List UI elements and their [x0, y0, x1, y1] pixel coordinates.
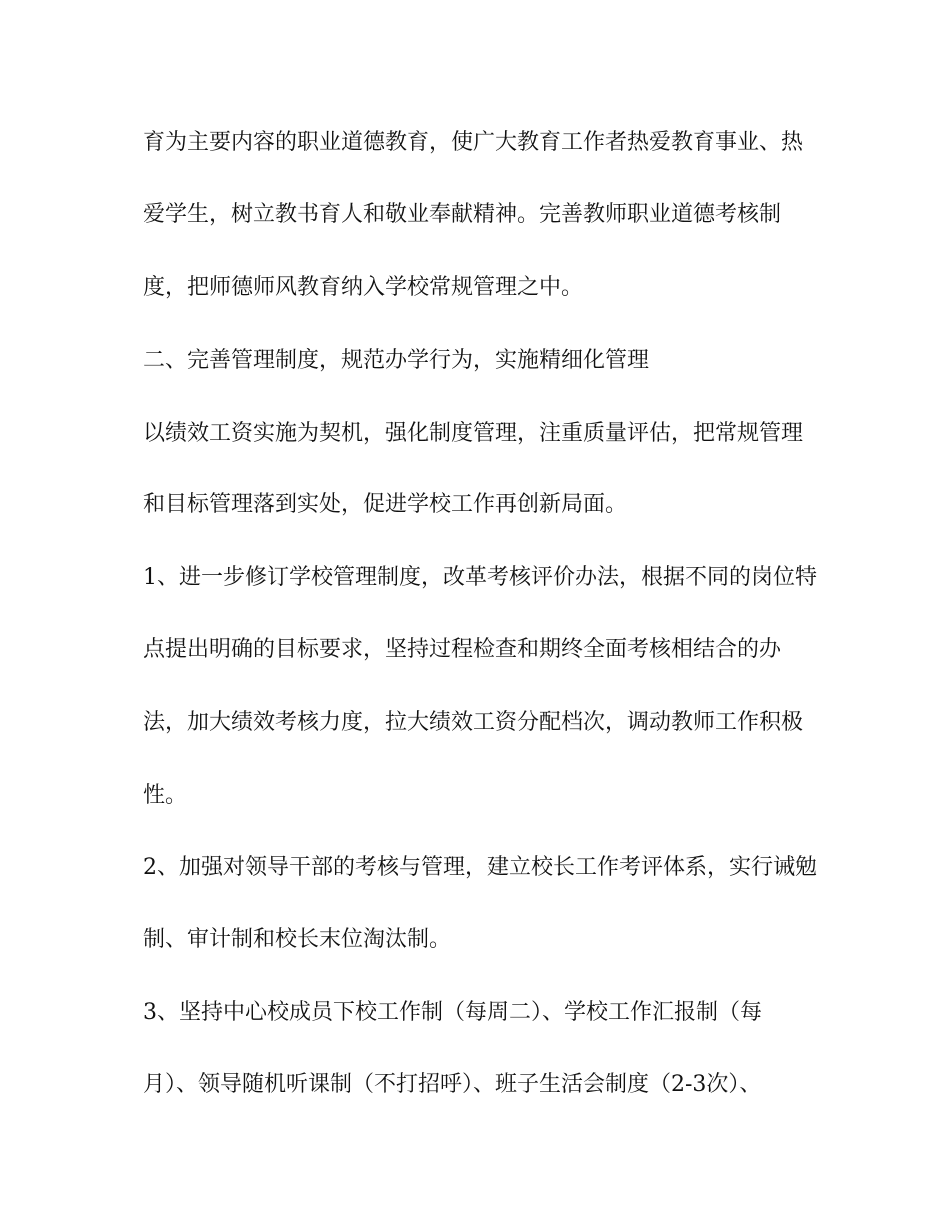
text-line-14: 月）、领导随机听课制（不打招呼）、班子生活会制度（2-3次）、: [143, 1072, 762, 1097]
text-line-6: 和目标管理落到实处，促进学校工作再创新局面。: [143, 492, 628, 517]
text-line-8: 点提出明确的目标要求，坚持过程检查和期终全面考核相结合的办: [143, 637, 782, 662]
text-line-7: 1、进一步修订学校管理制度，改革考核评价办法，根据不同的岗位特: [143, 565, 817, 590]
text-line-11: 2、加强对领导干部的考核与管理，建立校长工作考评体系，实行诫勉: [143, 855, 817, 880]
text-line-2: 爱学生，树立教书育人和敬业奉献精神。完善教师职业道德考核制: [143, 202, 782, 227]
text-line-1: 育为主要内容的职业道德教育，使广大教育工作者热爱教育事业、热: [143, 130, 804, 155]
text-line-12: 制、审计制和校长末位淘汰制。: [143, 927, 452, 952]
section-heading: 二、完善管理制度，规范办学行为，实施精细化管理: [143, 348, 650, 373]
text-line-13: 3、坚持中心校成员下校工作制（每周二）、学校工作汇报制（每: [143, 1000, 762, 1025]
text-line-10: 性。: [143, 783, 188, 808]
text-line-9: 法，加大绩效考核力度，拉大绩效工资分配档次，调动教师工作积极: [143, 710, 804, 735]
text-line-5: 以绩效工资实施为契机，强化制度管理，注重质量评估，把常规管理: [143, 421, 804, 446]
text-line-3: 度，把师德师风教育纳入学校常规管理之中。: [143, 275, 584, 300]
